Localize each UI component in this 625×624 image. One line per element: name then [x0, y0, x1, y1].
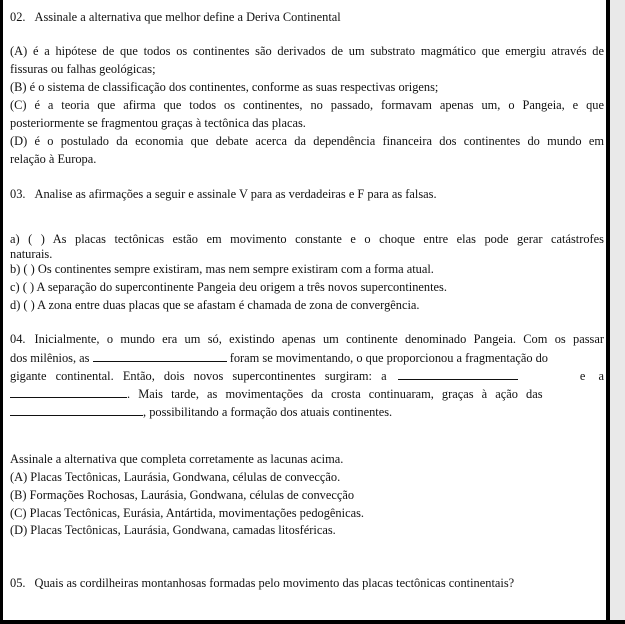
- q04-text-segment: . Mais tarde, as movimentações da crosta continuaram, graças à ação das: [127, 387, 543, 401]
- q02-option-a-line2: fissuras ou falhas geológicas;: [10, 62, 156, 76]
- q02-option-c-line1: (C) é a teoria que afirma que todos os continentes, no passado, formavam apenas um, o Pangeia, e que: [10, 98, 604, 112]
- q03-item-a-line2: naturais.: [10, 247, 53, 261]
- q04-option-a: (A) Placas Tectônicas, Laurásia, Gondwana, células de convecção.: [10, 470, 341, 484]
- q04-text-line2: [10, 351, 604, 365]
- question-number: 05.: [10, 576, 26, 590]
- fill-blank-2: [398, 369, 518, 380]
- q04-option-d: (D) Placas Tectônicas, Laurásia, Gondwana, camadas litosféricas.: [10, 523, 336, 537]
- q04-text-segment: foram se movimentando, o que proporcionou a fragmentação do: [229, 351, 549, 365]
- q02-option-b: (B) é o sistema de classificação dos continentes, conforme as suas respectivas origens;: [10, 80, 439, 94]
- question-number: 04.: [10, 332, 26, 346]
- q04-text-segment: dos milênios, as: [10, 351, 90, 365]
- question-prompt: Quais as cordilheiras montanhosas formadas pelo movimento das placas tectônicas continentais?: [34, 576, 515, 590]
- fill-blank-1: [93, 351, 227, 362]
- q02-option-c-line2: posteriormente se fragmentou graças à tectônica das placas.: [10, 116, 306, 130]
- question-prompt: Assinale a alternativa que melhor define a Deriva Continental: [34, 10, 341, 24]
- q02-option-d-line2: relação à Europa.: [10, 152, 97, 166]
- q04-prompt: Assinale a alternativa que completa corretamente as lacunas acima.: [10, 452, 344, 466]
- q03-item-b: b) ( ) Os continentes sempre existiram, mas nem sempre existiram com a forma atual.: [10, 262, 434, 276]
- question-prompt: Analise as afirmações a seguir e assinale V para as verdadeiras e F para as falsas.: [34, 187, 437, 201]
- fill-blank-4: [10, 405, 143, 416]
- q02-option-a-line1: (A) é a hipótese de que todos os continentes são derivados de um substrato magmático que emergiu através de: [10, 44, 604, 58]
- q04-option-c: (C) Placas Tectônicas, Eurásia, Antártida, movimentações pedogênicas.: [10, 506, 364, 520]
- q04-text-segment: , possibilitando a formação dos atuais continentes.: [143, 405, 393, 419]
- page-border-left: [0, 0, 3, 624]
- q03-item-c: c) ( ) A separação do supercontinente Pangeia deu origem a três novos supercontinentes.: [10, 280, 447, 294]
- question-number: 02.: [10, 10, 26, 24]
- q04-text-segment: Inicialmente, o mundo era um só, existindo apenas um continente denominado Pangeia. Com os passar: [34, 332, 604, 346]
- q04-text-line3: [10, 369, 604, 383]
- q03-item-a-line1: a) ( ) As placas tectônicas estão em movimento constante e o choque entre elas pode gerar catástrofes: [10, 232, 604, 246]
- right-margin-shade: [610, 0, 625, 624]
- q04-option-b: (B) Formações Rochosas, Laurásia, Gondwana, células de convecção: [10, 488, 355, 502]
- q04-text-line5: [10, 405, 392, 419]
- q04-text-segment: e a: [579, 369, 604, 383]
- page-border-right: [606, 0, 610, 624]
- page-border-bottom: [0, 620, 625, 624]
- q04-text-line4: [10, 387, 604, 401]
- q04-text-segment: gigante continental. Então, dois novos supercontinentes surgiram: a: [10, 369, 387, 383]
- q03-item-d: d) ( ) A zona entre duas placas que se afastam é chamada de zona de convergência.: [10, 298, 420, 312]
- question-02-heading: [10, 10, 341, 24]
- q04-text-line1: [10, 332, 604, 346]
- fill-blank-3: [10, 387, 127, 398]
- question-05-heading: [10, 576, 514, 590]
- question-number: 03.: [10, 187, 26, 201]
- question-03-heading: [10, 187, 437, 201]
- q02-option-d-line1: (D) é o postulado da economia que debate acerca da dependência financeira dos continentes do mundo em: [10, 134, 604, 148]
